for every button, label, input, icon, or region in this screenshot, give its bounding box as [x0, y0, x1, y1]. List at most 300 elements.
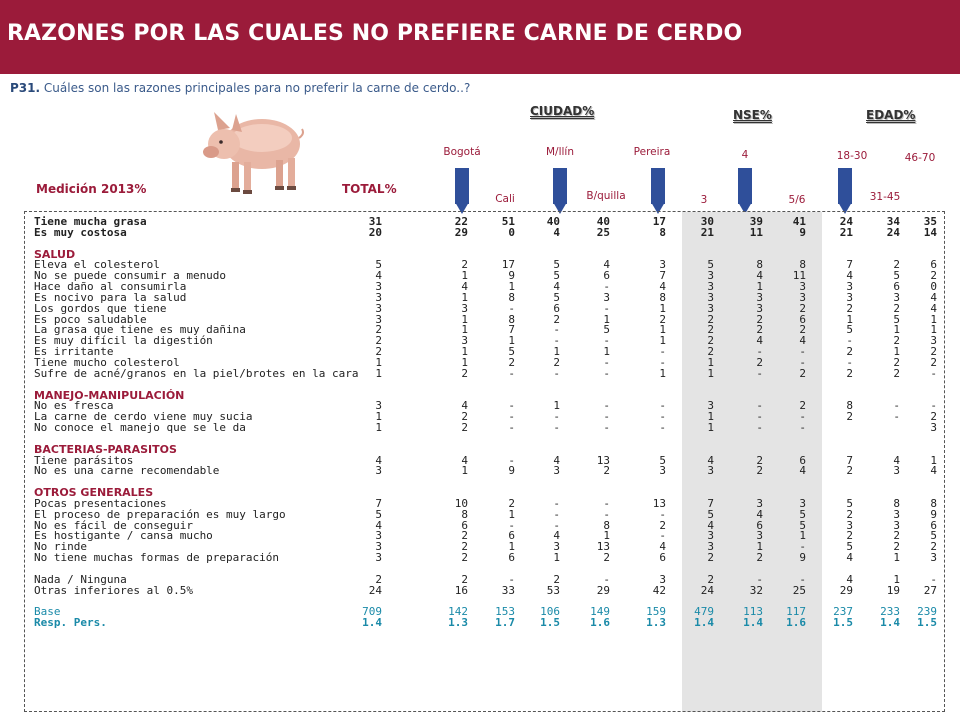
table-cell: - [930, 366, 937, 380]
table-cell: 6 [659, 551, 666, 565]
table-cell: 1 [508, 540, 515, 554]
question-code: P31. [10, 81, 41, 95]
table-cell: - [553, 323, 560, 337]
arrow-down-icon [738, 168, 752, 214]
table-cell: 39 [749, 215, 763, 228]
table-cell: 4 [846, 551, 853, 565]
row-label: Tiene parásitos [34, 453, 134, 467]
table-cell: 17 [652, 215, 666, 228]
table-row [0, 368, 960, 379]
table-cell: 3 [756, 301, 763, 315]
table-cell: 1 [707, 410, 714, 424]
table-cell: 1 [659, 301, 666, 315]
col-nse4: 4 [741, 149, 749, 161]
table-cell: 2 [846, 366, 853, 380]
table-cell: 8 [893, 496, 900, 510]
table-cell: 2 [893, 334, 900, 348]
table-cell: 1 [893, 572, 900, 586]
table-cell: 3 [756, 529, 763, 543]
table-cell: 4 [799, 464, 806, 478]
table-cell: 2 [375, 323, 382, 337]
table-cell: 29 [596, 583, 610, 597]
table-cell: 3 [659, 464, 666, 478]
table-cell: 6 [508, 551, 515, 565]
table-cell: 31 [368, 215, 382, 228]
table-cell: - [508, 399, 515, 413]
table-cell: - [508, 518, 515, 532]
table-cell: 1 [553, 399, 560, 413]
table-cell: 5 [603, 323, 610, 337]
row-label: MANEJO-MANIPULACIÓN [34, 388, 185, 402]
table-cell: 2 [461, 410, 468, 424]
table-cell: - [659, 410, 666, 424]
table-cell: 29 [454, 225, 468, 239]
row-label: Es nocivo para la salud [34, 290, 187, 304]
table-row [0, 530, 960, 541]
col-medellin: M/llín [545, 146, 575, 158]
table-cell: 5 [707, 507, 714, 521]
table-cell: 1 [461, 355, 468, 369]
table-cell: - [603, 334, 610, 348]
table-cell: - [508, 421, 515, 435]
table-cell: 1 [707, 421, 714, 435]
table-cell: 1 [461, 464, 468, 478]
table-cell: 113 [743, 605, 763, 619]
table-cell: 479 [694, 605, 714, 619]
table-cell: 5 [508, 345, 515, 359]
table-cell: 4 [707, 518, 714, 532]
table-cell: 3 [375, 399, 382, 413]
table-cell: 4 [756, 269, 763, 283]
row-label: No es fresca [34, 399, 114, 413]
table-cell: 2 [930, 355, 937, 369]
table-cell: - [553, 366, 560, 380]
table-cell: 2 [893, 529, 900, 543]
table-cell: 4 [893, 453, 900, 467]
table-row [0, 216, 960, 227]
table-cell: 3 [375, 551, 382, 565]
table-cell: 4 [756, 334, 763, 348]
table-cell: 8 [756, 258, 763, 272]
spacer-row [0, 596, 960, 607]
table-cell: 1.4 [362, 616, 382, 630]
table-cell: 2 [461, 572, 468, 586]
table-cell: 3 [930, 334, 937, 348]
table-cell: 1.6 [786, 616, 806, 630]
table-cell: 1 [707, 366, 714, 380]
table-cell: 117 [786, 605, 806, 619]
table-cell: 2 [707, 572, 714, 586]
table-cell: 1 [375, 366, 382, 380]
table-cell: 5 [846, 496, 853, 510]
col-cali: Cali [495, 193, 515, 205]
table-cell: 3 [799, 280, 806, 294]
table-cell: 3 [799, 496, 806, 510]
col-bogota: Bogotá [443, 146, 481, 158]
table-cell: 2 [461, 258, 468, 272]
table-row [0, 227, 960, 238]
table-cell: 16 [454, 583, 468, 597]
table-cell: - [799, 572, 806, 586]
table-cell: 1.4 [694, 616, 714, 630]
table-cell: - [659, 355, 666, 369]
table-cell: 3 [375, 280, 382, 294]
table-cell: 5 [707, 258, 714, 272]
table-cell: 6 [930, 258, 937, 272]
table-cell: 3 [846, 518, 853, 532]
table-cell: 1.3 [646, 616, 666, 630]
table-cell: - [846, 334, 853, 348]
table-cell: 4 [461, 399, 468, 413]
table-cell: - [659, 399, 666, 413]
table-cell: 1 [846, 312, 853, 326]
page-title: RAZONES POR LAS CUALES NO PREFIERE CARNE DE CERDO [7, 21, 743, 46]
table-cell: 4 [659, 280, 666, 294]
table-cell: 20 [368, 225, 382, 239]
table-cell: 4 [930, 301, 937, 315]
table-cell: 1 [461, 312, 468, 326]
table-cell: 1.5 [833, 616, 853, 630]
table-cell: 9 [799, 225, 806, 239]
table-cell: - [603, 572, 610, 586]
table-cell: 2 [756, 355, 763, 369]
table-cell: 2 [659, 312, 666, 326]
table-cell: - [659, 421, 666, 435]
table-cell: 3 [707, 399, 714, 413]
row-label: Es irritante [34, 345, 114, 359]
table-cell: 1 [930, 312, 937, 326]
table-cell: 2 [603, 551, 610, 565]
table-cell: 0 [930, 280, 937, 294]
pig-icon [203, 112, 303, 194]
group-ciudad-header: CIUDAD% [530, 104, 595, 118]
row-label: OTROS GENERALES [34, 486, 154, 500]
table-cell: 22 [454, 215, 468, 228]
table-cell: 27 [923, 583, 937, 597]
table-cell: 2 [846, 529, 853, 543]
table-cell: 2 [799, 366, 806, 380]
table-cell: 13 [596, 453, 610, 467]
table-cell: 149 [590, 605, 610, 619]
table-cell: - [799, 421, 806, 435]
row-label: No es fácil de conseguir [34, 518, 193, 532]
table-cell: 5 [375, 258, 382, 272]
table-cell: 1 [375, 410, 382, 424]
row-label: Base [34, 605, 61, 619]
table-cell: 1 [508, 280, 515, 294]
table-row [0, 606, 960, 617]
table-cell: 2 [799, 301, 806, 315]
table-cell: 3 [707, 280, 714, 294]
spacer-row [0, 563, 960, 574]
arrow-down-icon [455, 168, 469, 214]
table-cell: 2 [707, 312, 714, 326]
section-header [0, 390, 960, 401]
table-cell: 51 [501, 215, 515, 228]
table-cell: 4 [846, 572, 853, 586]
medicion-label: Medición 2013% [36, 182, 147, 196]
table-cell: 0 [508, 225, 515, 239]
row-label: Es muy costosa [34, 225, 127, 239]
table-cell: 239 [917, 605, 937, 619]
table-cell: 3 [707, 540, 714, 554]
table-cell: 4 [553, 453, 560, 467]
table-cell: 1 [375, 421, 382, 435]
table-cell: 6 [461, 518, 468, 532]
table-cell: 3 [707, 464, 714, 478]
table-cell: 4 [659, 540, 666, 554]
table-cell: 2 [756, 551, 763, 565]
table-cell: 3 [846, 280, 853, 294]
table-row [0, 465, 960, 476]
data-table [0, 216, 960, 628]
table-cell: 1 [707, 355, 714, 369]
table-cell: 7 [375, 496, 382, 510]
table-cell: 153 [495, 605, 515, 619]
table-cell: 2 [756, 312, 763, 326]
table-cell: - [756, 366, 763, 380]
col-barranquilla: B/quilla [586, 190, 626, 202]
table-cell: 3 [375, 464, 382, 478]
table-cell: - [553, 518, 560, 532]
table-row [0, 303, 960, 314]
table-cell: 3 [930, 421, 937, 435]
table-cell: 3 [603, 290, 610, 304]
table-cell: 41 [792, 215, 806, 228]
table-cell: 9 [799, 551, 806, 565]
table-cell: - [508, 366, 515, 380]
col-pereira: Pereira [633, 146, 671, 158]
table-cell: 2 [461, 421, 468, 435]
table-cell: - [553, 334, 560, 348]
table-cell: - [756, 399, 763, 413]
row-label: Hace daño al consumirla [34, 280, 187, 294]
table-cell: 5 [799, 518, 806, 532]
row-label: El proceso de preparación es muy largo [34, 507, 286, 521]
table-cell: 2 [930, 410, 937, 424]
table-cell: 106 [540, 605, 560, 619]
row-label: La carne de cerdo viene muy sucia [34, 410, 253, 424]
table-cell: 5 [893, 312, 900, 326]
col-nse56: 5/6 [788, 194, 806, 206]
table-cell: 6 [603, 269, 610, 283]
table-cell: - [799, 540, 806, 554]
pig-illustration [196, 100, 306, 196]
table-cell: 4 [375, 518, 382, 532]
table-cell: 2 [508, 496, 515, 510]
table-cell: 3 [707, 529, 714, 543]
table-cell: 8 [846, 399, 853, 413]
table-cell: 5 [893, 269, 900, 283]
table-cell: 159 [646, 605, 666, 619]
group-nse-header: NSE% [733, 108, 772, 122]
table-cell: 25 [596, 225, 610, 239]
table-cell: 1 [893, 323, 900, 337]
table-cell: - [659, 529, 666, 543]
table-cell: 5 [799, 507, 806, 521]
row-label: No conoce el manejo que se le da [34, 421, 246, 435]
arrow-down-icon [651, 168, 665, 214]
table-cell: 3 [375, 540, 382, 554]
table-cell: - [508, 453, 515, 467]
table-cell: 3 [799, 290, 806, 304]
row-label: Pocas presentaciones [34, 496, 167, 510]
row-label: No se puede consumir a menudo [34, 269, 227, 283]
table-cell: 29 [839, 583, 853, 597]
table-cell: 5 [553, 269, 560, 283]
table-cell: 2 [659, 518, 666, 532]
table-cell: 4 [930, 290, 937, 304]
table-cell: 1.7 [495, 616, 515, 630]
table-cell: 6 [930, 518, 937, 532]
table-cell: 2 [756, 464, 763, 478]
table-cell: - [799, 345, 806, 359]
table-row [0, 617, 960, 628]
table-cell: 1 [461, 269, 468, 283]
table-cell: 5 [553, 290, 560, 304]
table-cell: 1.6 [590, 616, 610, 630]
table-cell: 10 [454, 496, 468, 510]
row-label: La grasa que tiene es muy dañina [34, 323, 246, 337]
table-cell: 35 [923, 215, 937, 228]
table-cell: 5 [659, 453, 666, 467]
table-cell: 237 [833, 605, 853, 619]
row-label: Es poco saludable [34, 312, 147, 326]
table-cell: 3 [930, 551, 937, 565]
table-cell: 1 [508, 507, 515, 521]
table-cell: 2 [707, 345, 714, 359]
table-cell: 2 [846, 345, 853, 359]
row-label: Es muy difícil la digestión [34, 334, 213, 348]
table-cell: 2 [461, 551, 468, 565]
table-cell: 2 [553, 312, 560, 326]
row-label: Sufre de acné/granos en la piel/brotes en la cara [34, 366, 359, 380]
table-cell: 3 [707, 269, 714, 283]
table-cell: 2 [707, 334, 714, 348]
table-cell: 2 [461, 540, 468, 554]
table-cell: 3 [659, 258, 666, 272]
row-label: Eleva el colesterol [34, 258, 160, 272]
table-cell: 1 [508, 334, 515, 348]
table-cell: 53 [546, 583, 560, 597]
table-cell: 7 [659, 269, 666, 283]
table-cell: 2 [930, 540, 937, 554]
table-cell: 32 [749, 583, 763, 597]
table-cell: 11 [792, 269, 806, 283]
table-cell: 24 [700, 583, 714, 597]
table-cell: 8 [659, 290, 666, 304]
col-e1830: 18-30 [836, 150, 868, 162]
table-cell: 3 [893, 464, 900, 478]
table-cell: 6 [893, 280, 900, 294]
table-cell: 1 [375, 355, 382, 369]
table-cell: 13 [596, 540, 610, 554]
table-cell: 3 [846, 290, 853, 304]
table-cell: 2 [893, 540, 900, 554]
table-cell: 9 [508, 464, 515, 478]
table-cell: 3 [756, 290, 763, 304]
row-label: Resp. Pers. [34, 616, 107, 630]
table-cell: 2 [553, 355, 560, 369]
table-cell: - [508, 572, 515, 586]
table-cell: - [553, 496, 560, 510]
table-cell: 3 [553, 464, 560, 478]
row-label: SALUD [34, 247, 76, 261]
table-cell: - [930, 399, 937, 413]
table-cell: 5 [930, 529, 937, 543]
table-cell: - [603, 355, 610, 369]
table-row [0, 552, 960, 563]
table-cell: - [603, 421, 610, 435]
table-cell: 4 [707, 453, 714, 467]
table-cell: 13 [652, 496, 666, 510]
table-cell: - [603, 496, 610, 510]
table-cell: 2 [553, 572, 560, 586]
table-cell: 7 [846, 258, 853, 272]
table-cell: 3 [461, 334, 468, 348]
table-cell: 2 [756, 453, 763, 467]
table-cell: 24 [368, 583, 382, 597]
table-cell: 2 [508, 355, 515, 369]
col-nse3: 3 [700, 194, 708, 206]
table-cell: - [756, 572, 763, 586]
row-label: Otras inferiores al 0.5% [34, 583, 193, 597]
spacer-row [0, 238, 960, 249]
table-cell: 6 [756, 518, 763, 532]
table-cell: 8 [603, 518, 610, 532]
table-cell: 3 [707, 301, 714, 315]
table-cell: 3 [707, 290, 714, 304]
table-cell: - [603, 280, 610, 294]
table-cell: - [799, 410, 806, 424]
table-cell: - [603, 366, 610, 380]
table-row [0, 335, 960, 346]
total-header: TOTAL% [342, 182, 397, 196]
row-label: BACTERIAS-PARASITOS [34, 442, 177, 456]
table-cell: 3 [375, 290, 382, 304]
table-cell: - [846, 355, 853, 369]
table-cell: 1 [603, 345, 610, 359]
table-cell: 2 [461, 529, 468, 543]
table-cell: - [756, 345, 763, 359]
table-cell: 1 [930, 323, 937, 337]
table-cell: 3 [461, 301, 468, 315]
table-cell: - [553, 410, 560, 424]
table-cell: 4 [375, 269, 382, 283]
table-cell: 1 [659, 366, 666, 380]
table-cell: 21 [700, 225, 714, 239]
table-cell: 1 [893, 551, 900, 565]
table-cell: 2 [893, 301, 900, 315]
table-cell: 24 [839, 215, 853, 228]
table-cell: 21 [839, 225, 853, 239]
table-cell: 233 [880, 605, 900, 619]
table-cell: 5 [375, 507, 382, 521]
table-cell: 6 [799, 312, 806, 326]
table-cell: 1 [461, 345, 468, 359]
table-cell: 1.5 [917, 616, 937, 630]
table-cell: 4 [553, 529, 560, 543]
table-cell: 6 [799, 453, 806, 467]
table-cell: 1 [603, 312, 610, 326]
table-cell: 2 [375, 334, 382, 348]
table-cell: 1 [930, 453, 937, 467]
table-cell: 2 [846, 507, 853, 521]
table-cell: 2 [375, 572, 382, 586]
table-cell: 8 [799, 258, 806, 272]
table-cell: 30 [700, 215, 714, 228]
table-cell: 7 [846, 453, 853, 467]
